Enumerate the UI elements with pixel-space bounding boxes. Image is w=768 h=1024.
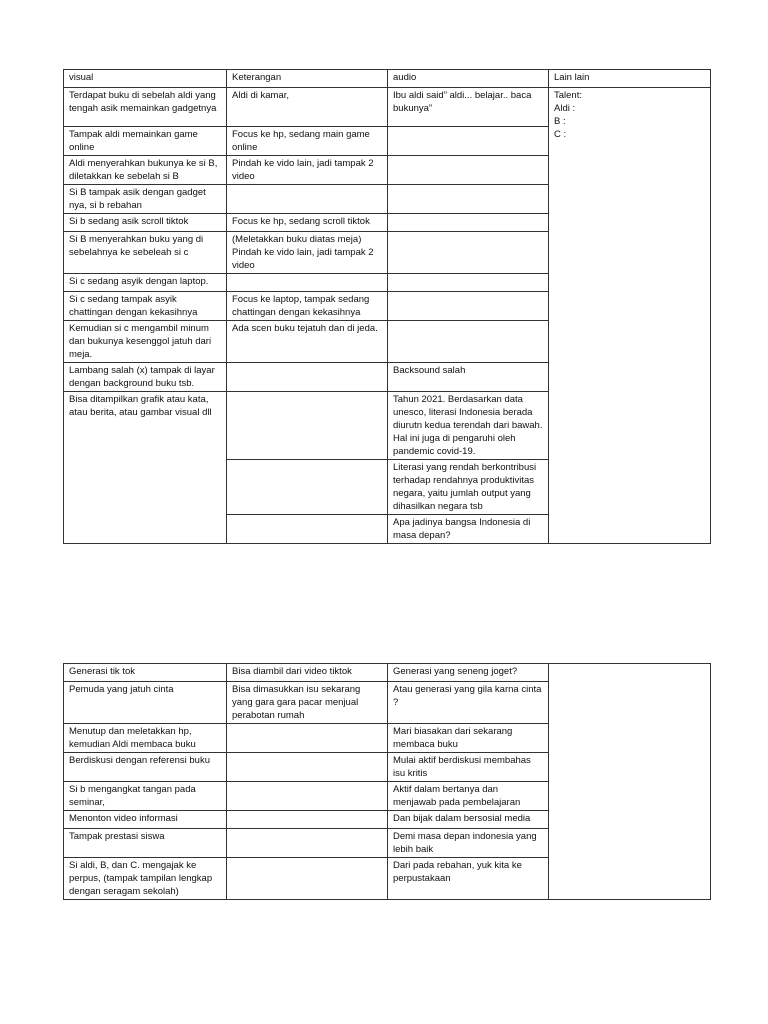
table-row: [64, 88, 711, 127]
visual-cell: Aldi menyerahkan bukunya ke si B, diletakkan ke sebelah si B: [64, 156, 227, 185]
keterangan-cell: Focus ke hp, sedang scroll tiktok: [227, 214, 388, 232]
visual-cell: Terdapat buku di sebelah aldi yang tengah asik memainkan gadgetnya: [64, 88, 227, 127]
column-header: Bisa diambil dari video tiktok: [227, 664, 388, 682]
note-cell: [227, 858, 388, 900]
narration-cell: Dari pada rebahan, yuk kita ke perpustakaan: [388, 858, 549, 900]
talent-line: Aldi :: [554, 103, 576, 114]
audio-cell: [388, 185, 549, 214]
narration-cell: Mulai aktif berdiskusi membahas isu kritis: [388, 753, 549, 782]
keterangan-cell: Ada scen buku tejatuh dan di jeda.: [227, 321, 388, 363]
column-header: visual: [64, 70, 227, 88]
audio-cell: [388, 127, 549, 156]
audio-cell: [388, 214, 549, 232]
storyboard-table: [63, 69, 711, 544]
audio-cell: Tahun 2021. Berdasarkan data unesco, literasi Indonesia berada diurutn kedua terendah dari bawah. Hal ini juga di pengaruhi oleh pandemic covid-19.: [388, 392, 549, 460]
audio-cell: [388, 321, 549, 363]
visual-cell: Lambang salah (x) tampak di layar dengan background buku tsb.: [64, 363, 227, 392]
audio-cell: Literasi yang rendah berkontribusi terhadap rendahnya produktivitas negara, yaitu jumlah output yang dihasilkan negara tsb: [388, 460, 549, 515]
closing-table-body: [64, 664, 711, 900]
note-cell: [227, 782, 388, 811]
table-header-row: [64, 664, 711, 682]
narration-cell: Dan bijak dalam bersosial media: [388, 811, 549, 829]
keterangan-cell: Focus ke hp, sedang main game online: [227, 127, 388, 156]
visual-cell: Si c sedang asyik dengan laptop.: [64, 274, 227, 292]
narration-cell: Aktif dalam bertanya dan menjawab pada pembelajaran: [388, 782, 549, 811]
visual-cell: Si B tampak asik dengan gadget nya, si b rebahan: [64, 185, 227, 214]
scene-cell: Si b mengangkat tangan pada seminar,: [64, 782, 227, 811]
keterangan-cell: [227, 274, 388, 292]
note-cell: Bisa dimasukkan isu sekarang yang gara gara pacar menjual perabotan rumah: [227, 682, 388, 724]
audio-cell: Apa jadinya bangsa Indonesia di masa depan?: [388, 515, 549, 544]
note-cell: [227, 811, 388, 829]
visual-cell: Si B menyerahkan buku yang di sebelahnya ke sebeleah si c: [64, 232, 227, 274]
note-cell: [227, 829, 388, 858]
keterangan-cell: Aldi di kamar,: [227, 88, 388, 127]
column-header: Generasi yang seneng joget?: [388, 664, 549, 682]
keterangan-cell: [227, 460, 388, 515]
table-header-row: [64, 70, 711, 88]
scene-cell: Menonton video informasi: [64, 811, 227, 829]
side-cell: [549, 664, 711, 900]
talent-line: B :: [554, 116, 566, 127]
visual-cell: Si b sedang asik scroll tiktok: [64, 214, 227, 232]
audio-cell: [388, 292, 549, 321]
visual-cell: Bisa ditampilkan grafik atau kata, atau berita, atau gambar visual dll: [64, 392, 227, 544]
keterangan-cell: Pindah ke vido lain, jadi tampak 2 video: [227, 156, 388, 185]
column-header: Lain lain: [549, 70, 711, 88]
audio-cell: [388, 274, 549, 292]
audio-cell: [388, 156, 549, 185]
lain-lain-cell: [549, 88, 711, 544]
audio-cell: Backsound salah: [388, 363, 549, 392]
keterangan-cell: [227, 515, 388, 544]
talent-line: Talent:: [554, 90, 582, 101]
scene-cell: Berdiskusi dengan referensi buku: [64, 753, 227, 782]
scene-cell: Pemuda yang jatuh cinta: [64, 682, 227, 724]
keterangan-cell: [227, 185, 388, 214]
audio-cell: [388, 232, 549, 274]
narration-cell: Atau generasi yang gila karna cinta ?: [388, 682, 549, 724]
column-header: Generasi tik tok: [64, 664, 227, 682]
scene-cell: Tampak prestasi siswa: [64, 829, 227, 858]
note-cell: [227, 724, 388, 753]
keterangan-cell: [227, 363, 388, 392]
visual-cell: Si c sedang tampak asyik chattingan dengan kekasihnya: [64, 292, 227, 321]
storyboard-table-body: [64, 70, 711, 544]
visual-cell: Tampak aldi memainkan game online: [64, 127, 227, 156]
column-header: audio: [388, 70, 549, 88]
keterangan-cell: (Meletakkan buku diatas meja) Pindah ke vido lain, jadi tampak 2 video: [227, 232, 388, 274]
talent-line: C :: [554, 129, 567, 140]
narration-cell: Demi masa depan indonesia yang lebih baik: [388, 829, 549, 858]
narration-cell: Mari biasakan dari sekarang membaca buku: [388, 724, 549, 753]
keterangan-cell: Focus ke laptop, tampak sedang chattingan dengan kekasihnya: [227, 292, 388, 321]
visual-cell: Kemudian si c mengambil minum dan bukunya kesenggol jatuh dari meja.: [64, 321, 227, 363]
closing-table: [63, 663, 711, 900]
keterangan-cell: [227, 392, 388, 460]
audio-cell: Ibu aldi said” aldi... belajar.. baca bukunya”: [388, 88, 549, 127]
column-header: Keterangan: [227, 70, 388, 88]
scene-cell: Si aldi, B, dan C. mengajak ke perpus, (tampak tampilan lengkap dengan seragam sekolah): [64, 858, 227, 900]
note-cell: [227, 753, 388, 782]
scene-cell: Menutup dan meletakkan hp, kemudian Aldi membaca buku: [64, 724, 227, 753]
